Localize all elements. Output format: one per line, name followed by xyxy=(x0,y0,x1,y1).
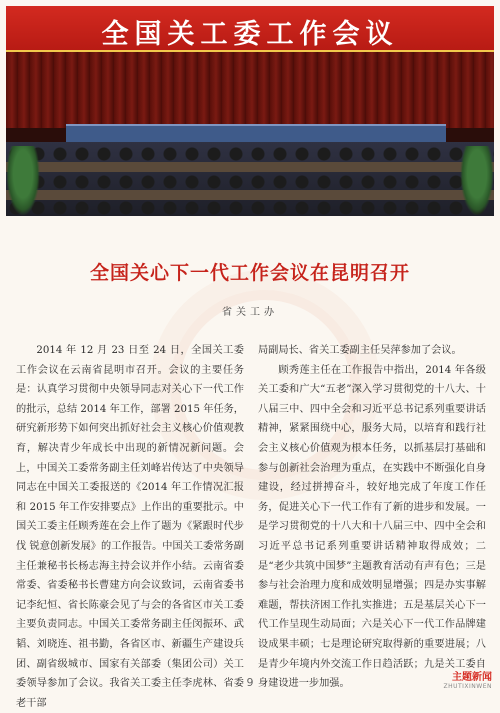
plant-decoration xyxy=(6,146,40,216)
audience-row xyxy=(6,174,494,190)
presidium-table xyxy=(66,124,446,144)
desk-row xyxy=(6,190,494,200)
conference-photo xyxy=(6,6,494,216)
audience-row xyxy=(6,146,494,162)
logo-main-text: 主题新闻 xyxy=(452,672,492,683)
paragraph: 顾秀莲主任在工作报告中指出，2014 年各级关工委和广大“五老”深入学习贯彻党的十八大、十八届三中、四中全会和习近平总书记系列重要讲话精神，紧紧围绕中心，服务大局，以培育和践行社会主义核心价值观为根本任务，以抓基层打基础和参与创新社会治理为重点，在实践中不断强化自身建设，经过拼搏奋斗，较好地完成了年度工作任务，促进关心下一代工作有了新的进步和发展。一是学习贯彻党的十八大和十八届三中、四中全会和习近平总书记系列重要讲话精神取得成效；二是“老少共筑中国梦”主题教育活动有声有色；三是参与社会治理力度和成效明显增强；四是办实事解难题，帮扶济困工作扎实推进；五是基层关心下一代工作呈现生动局面；六是关心下一代工作品牌建设成果丰硕；七是理论研究取得新的重要进展；八是青少年境内外交流工作日趋活跃；九是关工委自身建设进一步加强。 xyxy=(258,364,486,690)
logo-sub-text: ZHUTIXINWEN xyxy=(443,683,492,690)
paragraph-continued: 局副局长、省关工委副主任吴萍参加了会议。 xyxy=(258,345,462,356)
plant-decoration xyxy=(460,146,494,216)
conference-banner xyxy=(6,6,494,52)
article-column-left xyxy=(16,341,244,713)
section-logo xyxy=(443,668,492,690)
paragraph: 2014 年 12 月 23 日至 24 日，全国关工委工作会议在云南省昆明市召开。会议的主要任务是：认真学习贯彻中央领导同志对关心下一代工作的批示，总结 2014 年工作，部署 2015 年任务，研究新形势下如何突出抓好社会主义核心价值观教育，解决青少年成长中出现的新情况新问题。会上，中国关工委常务副主任刘峰岩传达了中央领导同志在中国关工委报送的《2014 年工作情况汇报和 2015 年工作安排要点》上作出的重要批示。中国关工委主任顾秀莲在会上作了题为《紧跟时代步伐 锐意创新发展》的工作报告。中国关工委常务副主任兼秘书长杨志海主持会议并作小结。云南省委常委、省委秘书长曹建方向会议致词，云南省委书记李纪恒、省长陈豪会见了与会的各省区市关工委主要负责同志。中国关工委常务副主任闵振环、武韬、刘晓连、祖书勤，各省区市、新疆生产建设兵团、副省级城市、国家有关部委（集团公司）关工委领导参加了会议。我省关工委主任李虎林、省委老干部 xyxy=(16,345,244,709)
audience-area xyxy=(6,142,494,216)
stage-curtain xyxy=(6,52,494,128)
audience-row xyxy=(6,200,494,216)
banner-text: 全国关工委工作会议 xyxy=(101,19,399,50)
article-column-right xyxy=(258,341,486,694)
article-author: 省关工办 xyxy=(222,307,278,318)
article-title: 全国关心下一代工作会议在昆明召开 xyxy=(89,262,410,284)
desk-row xyxy=(6,162,494,172)
page-number: 9 xyxy=(246,676,254,689)
